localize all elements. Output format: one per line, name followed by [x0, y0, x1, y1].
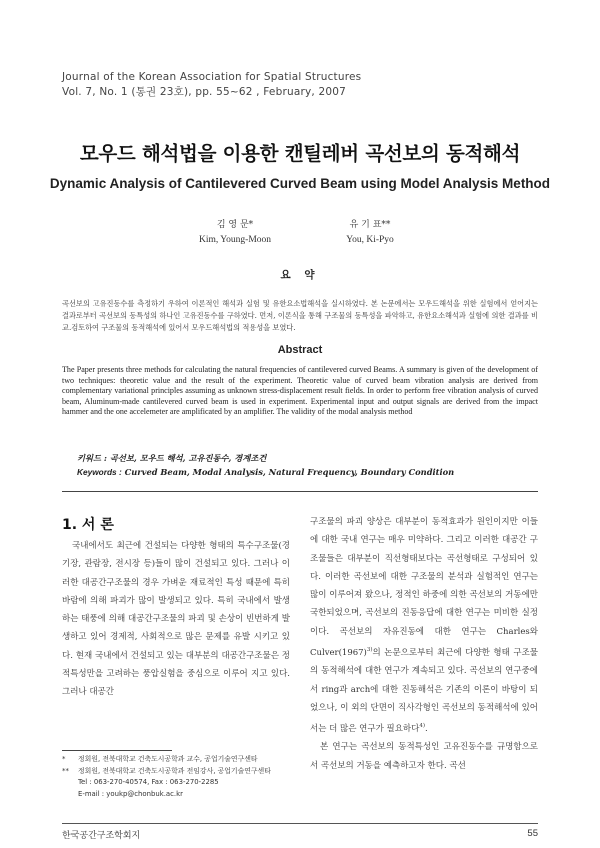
author-1-name-ko: 김 영 문*	[216, 220, 254, 230]
footnote-1	[62, 754, 302, 766]
footer-society-name: 한국공간구조학회지	[62, 831, 141, 841]
footnote-1-mark: *	[62, 755, 66, 763]
footnote-rule	[62, 750, 172, 751]
keywords-korean-text: 곡선보, 모우드 해석, 고유진동수, 경계조건	[109, 453, 267, 463]
footnote-2	[62, 766, 302, 778]
author-1	[165, 218, 305, 248]
intro-paragraph-1: 국내에서도 최근에 건설되는 다양한 형태의 특수구조물(경기장, 관람장, 전시장 등)들이 많이 건설되고 있다. 그러나 이러한 대공간구조물의 경우 가벼운 재료적인 특성 때문에 특히 바람에 의해 파괴가 많이 발생되고 있다. 특히 국내에서 발생하는 태풍에 의해 대공간구조물의 파괴 및 손상이 빈번하게 발생하고 있어 경제적, 사회적으로 많은 문제를 유발 시키고 있다. 현재 국내에서 건설되고 있는 대부분의 대공간구조물은 정적특성만을 고려하는 풍압실험을 중심으로 이루어 지고 있다. 그러나 대공간	[62, 541, 290, 698]
section-heading: 1. 서 론	[62, 517, 114, 533]
keywords-english-text: Curved Beam, Modal Analysis, Natural Frequency, Boundary Condition	[124, 467, 455, 477]
intro-paragraph-2	[310, 513, 538, 738]
reference-3: 3)	[366, 647, 373, 654]
intro-paragraph-2-text-b: 의 논문으로부터 최근에 다양한 형태 구조물의 동적해석에 대한 연구가 계속되고 있다. 곡선보의 연구중에서 ring과 arch에 대한 진동해석은 기존의 이론이 바탕이 되었으나, 이 외의 단면이 직사각형인 곡선보의 동적해석에 있어서는 더 많은 연구가 필요하다	[310, 647, 538, 734]
summary-heading: 요 약	[280, 269, 320, 281]
keywords-korean-label: 키워드 :	[77, 453, 107, 463]
abstract-body: The Paper presents three methods for calculating the natural frequencies of cantilevered curved Beams. A summary is given of the development of two techniques: theoretic value and the result of the experiment. Theoretic value of curved beam vibration analysis are derived from complementary variational principles assuming as unknown stress-displacement result fields. In order to perform free vibration analysis of curved beam, Aluminum-made cantilevered curved beam is used in experiment. Experimental input and output signals are derived from the impact hammer and the one accelemeter are amplificated by an amplifier. The validity of the modal analysis method	[62, 365, 538, 417]
journal-volume: Vol. 7, No. 1 (통권 23호), pp. 55~62 , February, 2007	[62, 86, 346, 98]
contact-email: E-mail : youkp@chonbuk.ac.kr	[78, 789, 183, 798]
summary-body: 곡선보의 고유진동수를 측정하기 우하여 이론적인 해석과 실험 및 유한요소법해석을 실시하였다. 본 논문에서는 모우드해석을 위한 실험에서 얻어지는 결과로부터 곡선보의 동특성의 하나인 고유진동수를 구하였다. 먼저, 이론식을 통해 구조물의 동특성을 파악하고, 유한요소해석과 실험에 의한 결과를 비교.검토하여 구조물의 동적해석에 있어서 모우드해석법의 적용성을 보였다.	[62, 299, 538, 332]
keywords-english	[77, 465, 537, 479]
intro-paragraph-2-text-c: .	[425, 723, 428, 734]
intro-paragraph-2-text-a: 구조물의 파괴 양상은 대부분이 동적효과가 원인이지만 이들에 대한 국내 연구는 매우 미약하다. 그리고 이러한 대공간 구조물들은 대부분이 직선형태보다는 곡선형태로 구성되어 있다. 이러한 곡선보에 대한 구조물의 분석과 실험적인 연구는 많이 이루어져 왔으나, 정적인 하중에 의한 곡선보의 거동에만 국한되었으며, 곡선보의 진동응답에 대한 연구는 미비한 실정이다. 곡선보의 자유진동에 대한 연구는 Charles와 Culver(1967)	[310, 517, 538, 658]
author-2-name-ko: 유 기 표**	[349, 220, 391, 230]
intro-paragraph-3: 본 연구는 곡선보의 동적특성인 고유진동수를 규명함으로서 곡선보의 거동을 예측하고자 한다. 곡선	[310, 742, 538, 771]
footnotes	[62, 754, 302, 800]
author-2	[300, 218, 440, 248]
right-column	[310, 513, 538, 775]
reference-4: 4)	[419, 723, 425, 730]
keywords-english-label: Keywords :	[77, 467, 122, 477]
paper-title-korean: 모우드 해석법을 이용한 캔틸레버 곡선보의 동적해석	[79, 142, 521, 165]
journal-header	[62, 70, 361, 100]
author-1-name-en: Kim, Young-Moon	[198, 235, 272, 245]
author-2-name-en: You, Ki-Pyo	[346, 235, 394, 245]
footnote-contact-email	[62, 789, 302, 801]
footnote-2-mark: **	[62, 766, 69, 775]
keywords-korean	[77, 451, 537, 465]
keywords-block	[77, 451, 537, 479]
contact-phone-fax: Tel : 063-270-40574, Fax : 063-270-2285	[78, 778, 219, 786]
page-number: 55	[527, 828, 538, 839]
footer-rule	[62, 823, 538, 824]
paper-title-english: Dynamic Analysis of Cantilevered Curved Beam using Model Analysis Method	[49, 176, 551, 191]
left-column	[62, 537, 290, 702]
journal-name: Journal of the Korean Association for Spatial Structures	[62, 71, 362, 83]
section-divider	[62, 491, 538, 492]
footnote-2-text: 정회원, 전북대학교 건축도시공학과 전임강사, 공업기술연구센타	[78, 766, 271, 775]
footnote-1-text: 정회원, 전북대학교 건축도시공학과 교수, 공업기술연구센타	[78, 755, 258, 763]
footnote-contact-phone	[62, 777, 302, 789]
abstract-heading: Abstract	[277, 344, 323, 356]
